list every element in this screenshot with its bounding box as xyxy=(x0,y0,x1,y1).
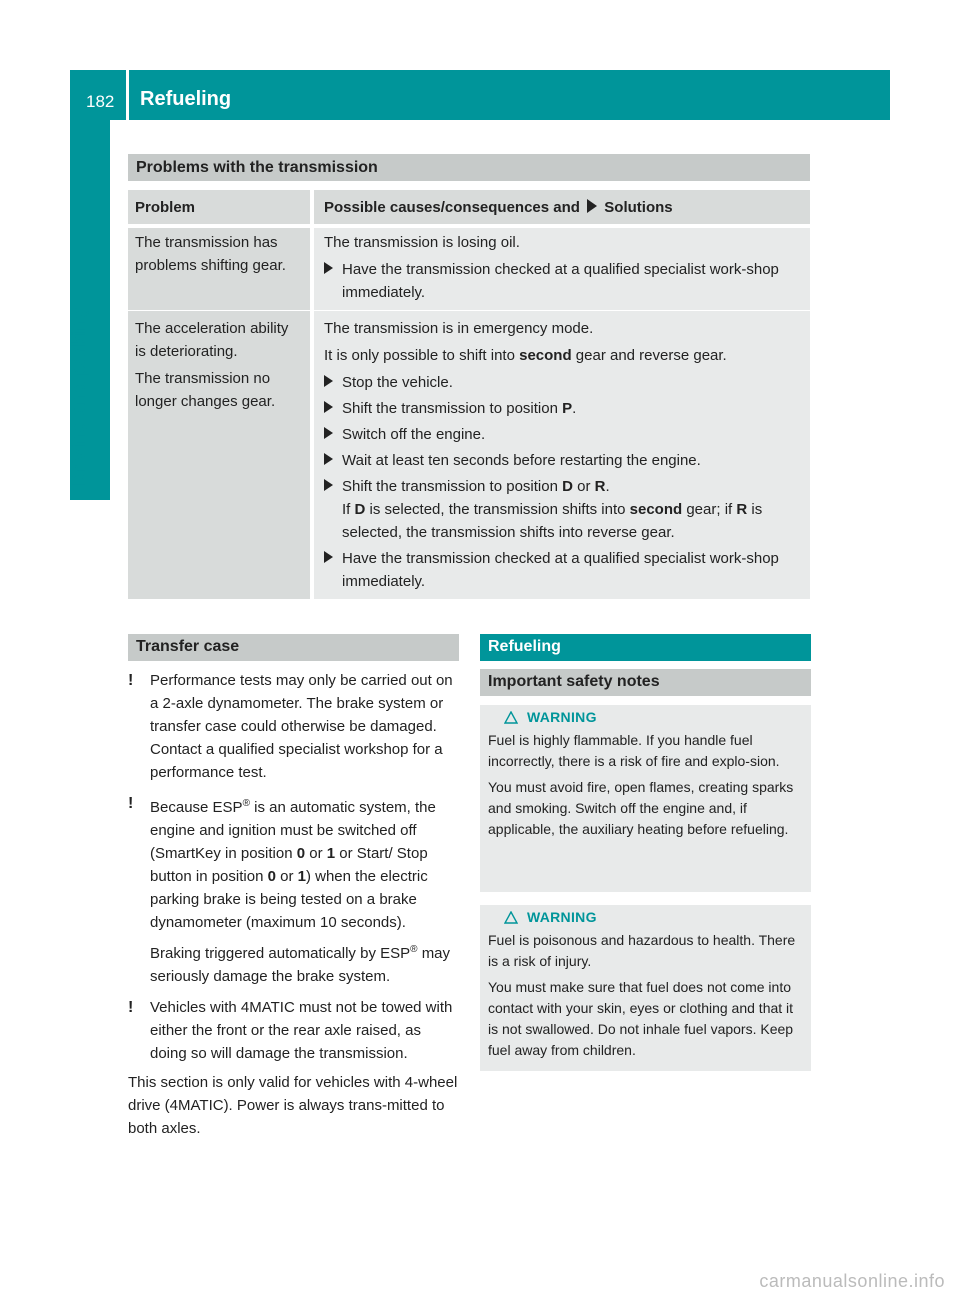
safety-notes-title: Important safety notes xyxy=(480,669,811,696)
list-item: Shift the transmission to position D or R. If D is selected, the transmission shifts into second gear; if R is selected, the transmission shifts into reverse gear. xyxy=(324,475,802,544)
list-item: Switch off the engine. xyxy=(324,423,802,446)
warning-box-2: WARNING Fuel is poisonous and hazardous to health. There is a risk of injury. You must make sure that fuel does not come into contact with your skin, eyes or clothing and that it is not swallowed. Do not inhale fuel vapors. Keep fuel away from children. xyxy=(480,905,811,1071)
page-header xyxy=(70,70,890,120)
arrow-right-icon xyxy=(324,423,342,446)
notice-item: ! Performance tests may only be carried out on a 2-axle dynamometer. The brake system or transfer case could otherwise be damaged. Contact a qualified specialist workshop for a performance test. xyxy=(128,669,460,784)
watermark: carmanualsonline.info xyxy=(759,1271,945,1291)
side-tab xyxy=(70,120,110,500)
arrow-right-icon xyxy=(324,371,342,394)
table-row-1-problem: The transmission has problems shifting gear. xyxy=(128,228,310,310)
table-row-2-solutions: The transmission is in emergency mode. It is only possible to shift into second gear and reverse gear. Stop the vehicle. Shift the transmission to position P. Switch off the engine. Wait at least ten seconds before restarting the engine. Shift the transmission to position D or R. If D is selected, the transmission shifts into second gear; if R is selected, the transmission shifts into reverse gear. Have the transmission checked at a qualified specialist work-shop immediately. xyxy=(314,311,810,599)
refueling-section-title: Refueling xyxy=(480,634,811,661)
col-header-solutions: Possible causes/consequences and Solutions xyxy=(314,190,810,224)
page-number: 182 xyxy=(86,92,115,111)
arrow-right-icon xyxy=(587,199,597,213)
col-header-problem: Problem xyxy=(128,190,310,224)
list-item: Shift the transmission to position P. xyxy=(324,397,802,420)
exclamation-icon: ! xyxy=(128,672,134,689)
transmission-section-title: Problems with the transmission xyxy=(128,154,810,181)
side-tab-label: Driving and parking xyxy=(69,307,90,486)
transfer-case-content xyxy=(128,669,460,1140)
transfer-case-body: This section is only valid for vehicles with 4-wheel drive (4MATIC). Power is always trans-mitted to both axles. xyxy=(128,1074,458,1137)
warning-triangle-icon xyxy=(504,911,518,924)
arrow-right-icon xyxy=(324,449,342,472)
transfer-case-title: Transfer case xyxy=(128,634,459,661)
notice-item: ! Vehicles with 4MATIC must not be towed with either the front or the rear axle raised, as doing so will damage the transmission. xyxy=(128,996,460,1065)
list-item: Have the transmission checked at a qualified specialist work-shop immediately. xyxy=(324,258,802,304)
arrow-right-icon xyxy=(324,547,342,593)
table-row-1-solutions: The transmission is losing oil. Have the transmission checked at a qualified specialist work-shop immediately. xyxy=(314,228,810,310)
arrow-right-icon xyxy=(324,258,342,304)
table-row-2-problem: The acceleration ability is deteriorating. The transmission no longer changes gear. xyxy=(128,311,310,599)
header-divider xyxy=(126,70,129,120)
notice-item: ! Because ESP® is an automatic system, the engine and ignition must be switched off (SmartKey in position 0 or 1 or Start/ Stop button in position 0 or 1) when the electric parking brake is being tested on a brake dynamometer (maximum 10 seconds). Braking triggered automatically by ESP® may seriously damage the brake system. xyxy=(128,792,460,988)
exclamation-icon: ! xyxy=(128,795,134,812)
list-item: Have the transmission checked at a qualified specialist work-shop immediately. xyxy=(324,547,802,593)
arrow-right-icon xyxy=(324,475,342,544)
list-item: Stop the vehicle. xyxy=(324,371,802,394)
warning-box-1: WARNING Fuel is highly flammable. If you handle fuel incorrectly, there is a risk of fire and explo-sion. You must avoid fire, open flames, creating sparks and smoking. Switch off the engine and, if applicable, the auxiliary heating before refueling. xyxy=(480,705,811,892)
exclamation-icon: ! xyxy=(128,999,134,1016)
list-item: Wait at least ten seconds before restarting the engine. xyxy=(324,449,802,472)
arrow-right-icon xyxy=(324,397,342,420)
warning-triangle-icon xyxy=(504,711,518,724)
page-title: Refueling xyxy=(140,88,232,110)
